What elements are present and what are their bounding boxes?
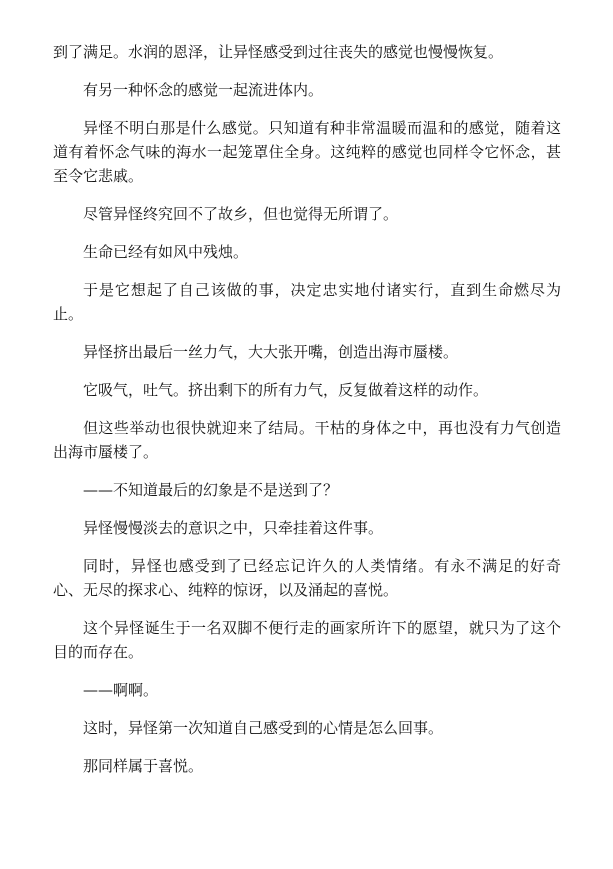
paragraph: 这时，异怪第一次知道自己感受到的心情是怎么回事。 [83,719,444,737]
paragraph: ——不知道最后的幻象是不是送到了？ [83,481,339,499]
paragraph: 有另一种怀念的感觉一起流进体内。 [83,81,324,99]
body-text [53,40,561,792]
paragraph: 异怪挤出最后一丝力气，大大张开嘴，创造出海市蜃楼。 [83,343,459,361]
paragraph: 同时，异怪也感受到了已经忘记许久的人类情绪。有永不满足的好奇心、无尽的探求心、纯粹的惊讶，以及涌起的喜悦。 [53,557,561,599]
paragraph: 尽管异怪终究回不了故乡，但也觉得无所谓了。 [83,205,399,223]
paragraph: 这个异怪诞生于一名双脚不便行走的画家所许下的愿望，就只为了这个目的而存在。 [53,619,561,661]
paragraph: 到了满足。水润的恩泽，让异怪感受到过往丧失的感觉也慢慢恢复。 [53,43,504,61]
paragraph: 异怪慢慢淡去的意识之中，只牵挂着这件事。 [83,519,384,537]
paragraph: 生命已经有如风中残烛。 [83,243,249,261]
paragraph: 于是它想起了自己该做的事，决定忠实地付诸实行，直到生命燃尽为止。 [53,281,561,323]
paragraph: 那同样属于喜悦。 [83,757,204,775]
paragraph: 但这些举动也很快就迎来了结局。干枯的身体之中，再也没有力气创造出海市蜃楼了。 [53,419,561,461]
paragraph: 它吸气，吐气。挤出剩下的所有力气，反复做着这样的动作。 [83,381,489,399]
paragraph: 异怪不明白那是什么感觉。只知道有种非常温暖而温和的感觉，随着这道有着怀念气味的海水一起笼罩住全身。这纯粹的感觉也同样令它怀念，甚至令它悲戚。 [53,119,561,185]
paragraph: ——啊啊。 [83,681,159,699]
